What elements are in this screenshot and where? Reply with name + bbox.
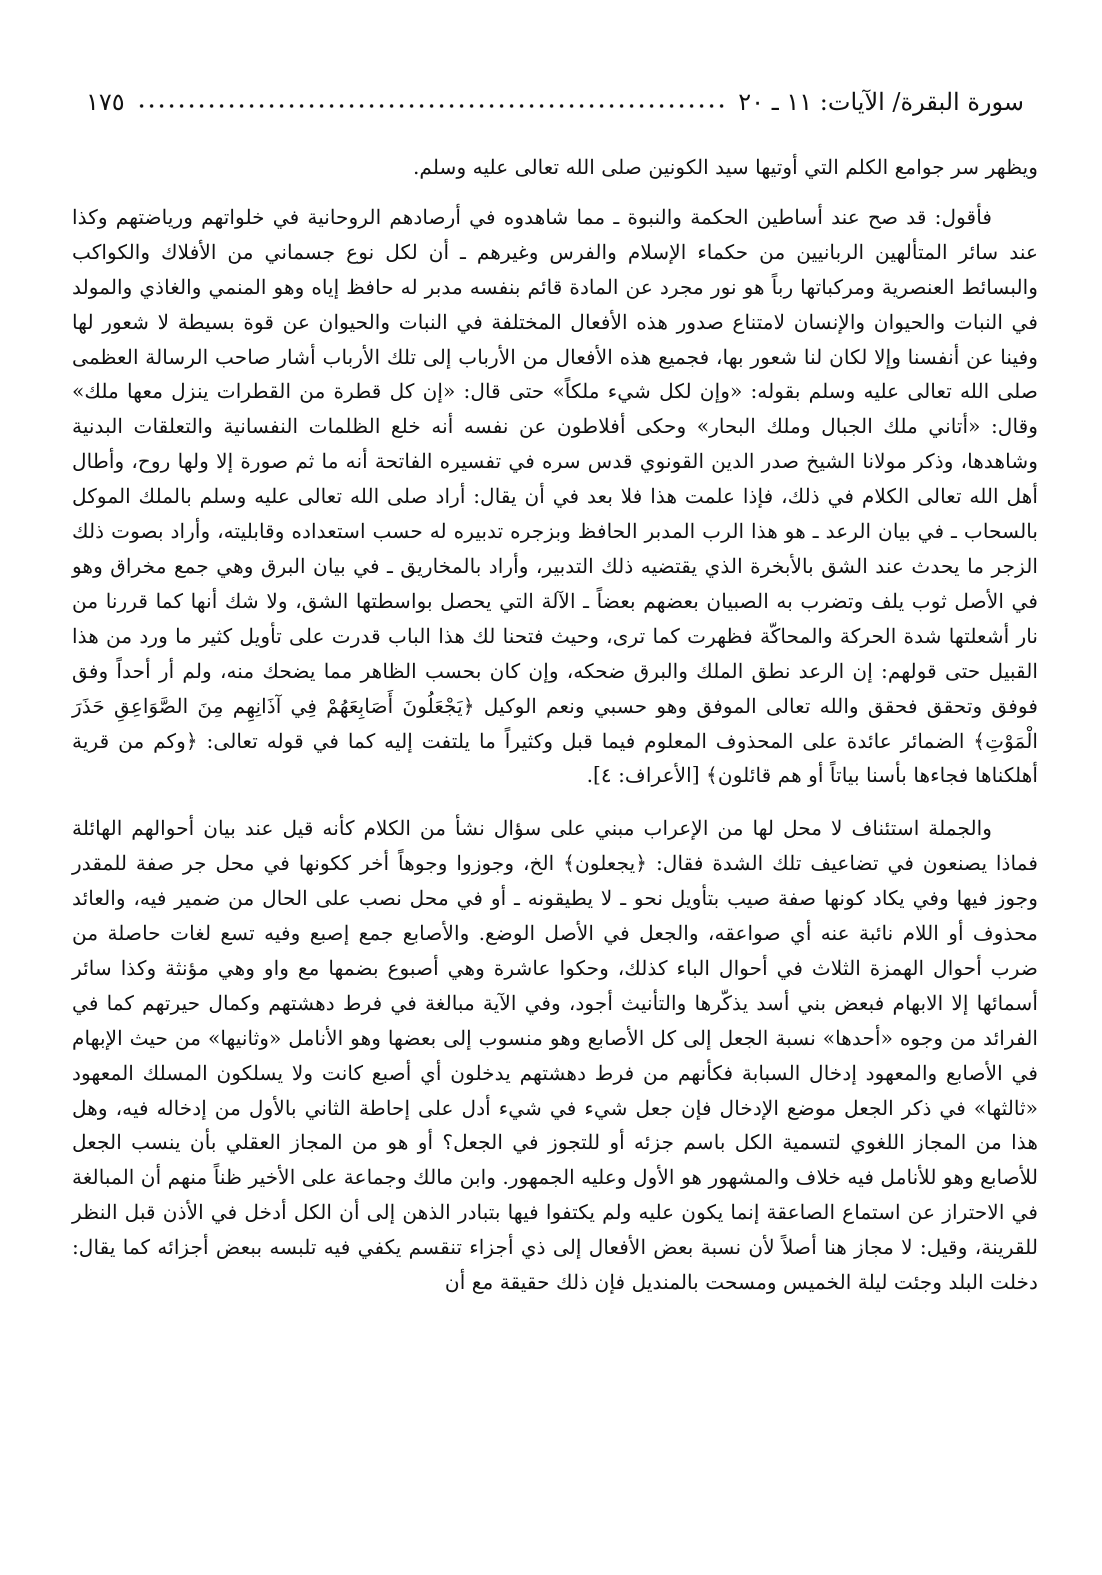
- main-text: [72, 150, 1038, 1300]
- page-number: ١٧٥: [86, 88, 125, 116]
- dot-leader: [137, 102, 727, 110]
- running-title: سورة البقرة/ الآيات: ١١ ـ ٢٠: [738, 88, 1024, 116]
- paragraph-2: فأقول: قد صح عند أساطين الحكمة والنبوة ـ مما شاهدوه في أرصادهم الروحانية في خلواتهم ورياضتهم وكذا عند سائر المتألهين الربانيين من حكماء الإسلام والفرس وغيرهم ـ أن لكل نوع جسماني من الأفلاك والكواكب والبسائط العنصرية ومركباتها رباً هو نور مجرد عن المادة قائم بنفسه مدبر له حافظ إياه وهو المنمي والغاذي والمولد في النبات والحيوان والإنسان لامتناع صدور هذه الأفعال المختلفة في النبات والحيوان عن قوة بسيطة لا شعور لها وفينا عن أنفسنا وإلا لكان لنا شعور بها، فجميع هذه الأفعال من الأرباب إلى تلك الأرباب أشار صاحب الرسالة العظمى صلى الله تعالى عليه وسلم بقوله: «وإن لكل شيء ملكاً» حتى قال: «إن كل قطرة من القطرات ينزل معها ملك» وقال: «أتاني ملك الجبال وملك البحار» وحكى أفلاطون عن نفسه أنه خلع الظلمات النفسانية والتعلقات البدنية وشاهدها، وذكر مولانا الشيخ صدر الدين القونوي قدس سره في تفسيره الفاتحة أنه ما ثم صورة إلا ولها روح، وأطال أهل الله تعالى الكلام في ذلك، فإذا علمت هذا فلا بعد في أن يقال: أراد صلى الله تعالى عليه وسلم بالملك الموكل بالسحاب ـ في بيان الرعد ـ هو هذا الرب المدبر الحافظ وبزجره تدبيره له حسب استعداده وقابليته، وأراد بصوت ذلك الزجر ما يحدث عند الشق بالأبخرة الذي يقتضيه ذلك التدبير، وأراد بالمخاريق ـ في بيان البرق وهي جمع مخراق وهو في الأصل ثوب يلف وتضرب به الصبيان بعضهم بعضاً ـ الآلة التي يحصل بواسطتها الشق، ولا شك أنها كما قررنا من نار أشعلتها شدة الحركة والمحاكّة فظهرت كما ترى، وحيث فتحنا لك هذا الباب قدرت على تأويل كثير ما ورد من هذا القبيل حتى قولهم: إن الرعد نطق الملك والبرق ضحكه، وإن كان بحسب الظاهر مما يضحك منه، ولم أر أحداً وفق فوفق وتحقق فحقق والله تعالى الموفق وهو حسبي ونعم الوكيل ﴿يَجْعَلُونَ أَصَابِعَهُمْ فِي آذَانِهِم مِنَ الصَّوَاعِقِ حَذَرَ الْمَوْتِ﴾ الضمائر عائدة على المحذوف المعلوم فيما قبل وكثيراً ما يلتفت إليه كما في قوله تعالى: ﴿وكم من قرية أهلكناها فجاءها بأسنا بياتاً أو هم قائلون﴾ [الأعراف: ٤].: [72, 204, 1038, 788]
- paragraph-3: والجملة استئناف لا محل لها من الإعراب مبني على سؤال نشأ من الكلام كأنه قيل عند بيان أحوالهم الهائلة فماذا يصنعون في تضاعيف تلك الشدة فقال: ﴿يجعلون﴾ الخ، وجوزوا وجوهاً أخر ككونها في محل جر صفة للمقدر وجوز فيها وفي يكاد كونها صفة صيب بتأويل نحو ـ لا يطيقونه ـ أو في محل نصب على الحال من ضمير فيه، والعائد محذوف أو اللام نائبة عنه أي صواعقه، والجعل في الأصل الوضع. والأصابع جمع إصبع وفيه تسع لغات حاصلة من ضرب أحوال الهمزة الثلاث في أحوال الباء كذلك، وحكوا عاشرة وهي أصبوع بضمها مع واو وهي مؤنثة وكذا سائر أسمائها إلا الابهام فبعض بني أسد يذكّرها والتأنيث أجود، وفي الآية مبالغة في فرط دهشتهم وكمال حيرتهم كما في الفرائد من وجوه «أحدها» نسبة الجعل إلى كل الأصابع وهو منسوب إلى بعضها وهو الأنامل «وثانيها» من حيث الإبهام في الأصابع والمعهود إدخال السبابة فكأنهم من فرط دهشتهم يدخلون أي أصبع كانت ولا يسلكون المسلك المعهود «ثالثها» في ذكر الجعل موضع الإدخال فإن جعل شيء في شيء أدل على إحاطة الثاني بالأول من إدخاله فيه، وهل هذا من المجاز اللغوي لتسمية الكل باسم جزئه أو للتجوز في الجعل؟ أو هو من المجاز العقلي بأن ينسب الجعل للأصابع وهو للأنامل فيه خلاف والمشهور هو الأول وعليه الجمهور. وابن مالك وجماعة على الأخير ظناً منهم أن المبالغة في الاحتراز عن استماع الصاعقة إنما يكون عليه ولم يكتفوا فيها بتبادر الذهن إلى أن الكل أدخل في الأذن قبل النظر للقرينة، وقيل: لا مجاز هنا أصلاً لأن نسبة بعض الأفعال إلى ذي أجزاء تنقسم يكفي فيه تلبسه ببعض أجزائه كما يقال: دخلت البلد وجئت ليلة الخميس ومسحت بالمنديل فإن ذلك حقيقة مع أن: [72, 816, 1038, 1295]
- paragraph-1: ويظهر سر جوامع الكلم التي أوتيها سيد الكونين صلى الله تعالى عليه وسلم.: [413, 155, 1038, 179]
- running-header: [86, 82, 1024, 118]
